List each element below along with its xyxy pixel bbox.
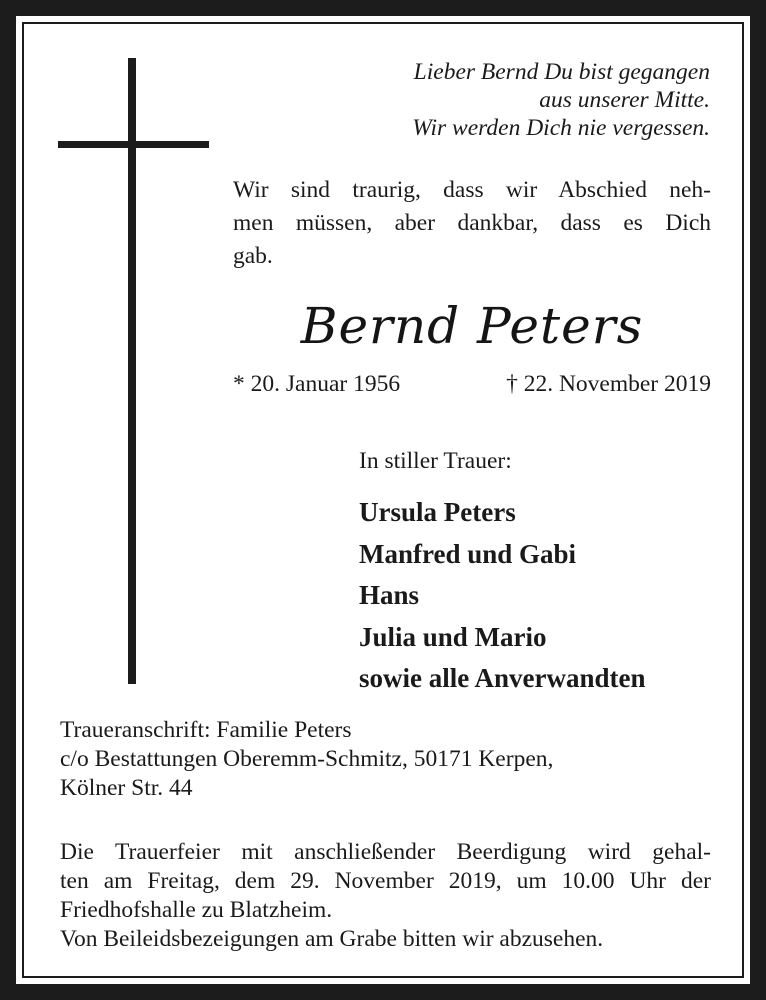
intro-text <box>233 174 711 273</box>
intro-line: men müssen, aber dankbar, dass es Dich <box>233 210 711 236</box>
notice-line: ten am Freitag, dem 29. November 2019, um 10.00 Uhr der <box>60 868 711 894</box>
notice-line: Von Beileidsbezeigungen am Grabe bitten wir abzusehen. <box>60 926 604 952</box>
funeral-notice <box>60 838 711 954</box>
cross-icon-vertical-bar <box>128 58 136 684</box>
birth-date: * 20. Januar 1956 <box>233 371 401 397</box>
mourner-name: Ursula Peters <box>359 497 516 527</box>
address-line: c/o Bestattungen Oberemm-Schmitz, 50171 Kerpen, <box>60 746 554 772</box>
deceased-name: Bernd Peters <box>300 297 644 355</box>
mourning-address <box>60 716 553 803</box>
mourning-intro: In stiller Trauer: <box>359 448 512 474</box>
intro-line: gab. <box>233 243 273 269</box>
mourner-name: Hans <box>359 580 420 610</box>
mourner-name: sowie alle Anverwandten <box>359 663 646 693</box>
poem-line: Lieber Bernd Du bist gegangen <box>413 59 710 85</box>
poem-line: Wir werden Dich nie vergessen. <box>412 115 710 141</box>
mourner-name: Manfred und Gabi <box>359 538 577 569</box>
address-line: Kölner Str. 44 <box>60 775 193 801</box>
poem-line: aus unserer Mitte. <box>539 87 710 113</box>
mourners-list <box>359 492 646 700</box>
intro-line: Wir sind traurig, dass wir Abschied neh- <box>233 177 711 203</box>
notice-line: Friedhofshalle zu Blatzheim. <box>60 897 333 923</box>
address-line: Traueranschrift: Familie Peters <box>60 717 352 743</box>
notice-line: Die Trauerfeier mit anschließender Beerdigung wird gehal- <box>60 839 711 865</box>
cross-icon-horizontal-bar <box>58 141 209 148</box>
memorial-poem <box>412 58 710 142</box>
mourner-name: Julia und Mario <box>359 621 547 652</box>
death-date: † 22. November 2019 <box>506 371 711 397</box>
